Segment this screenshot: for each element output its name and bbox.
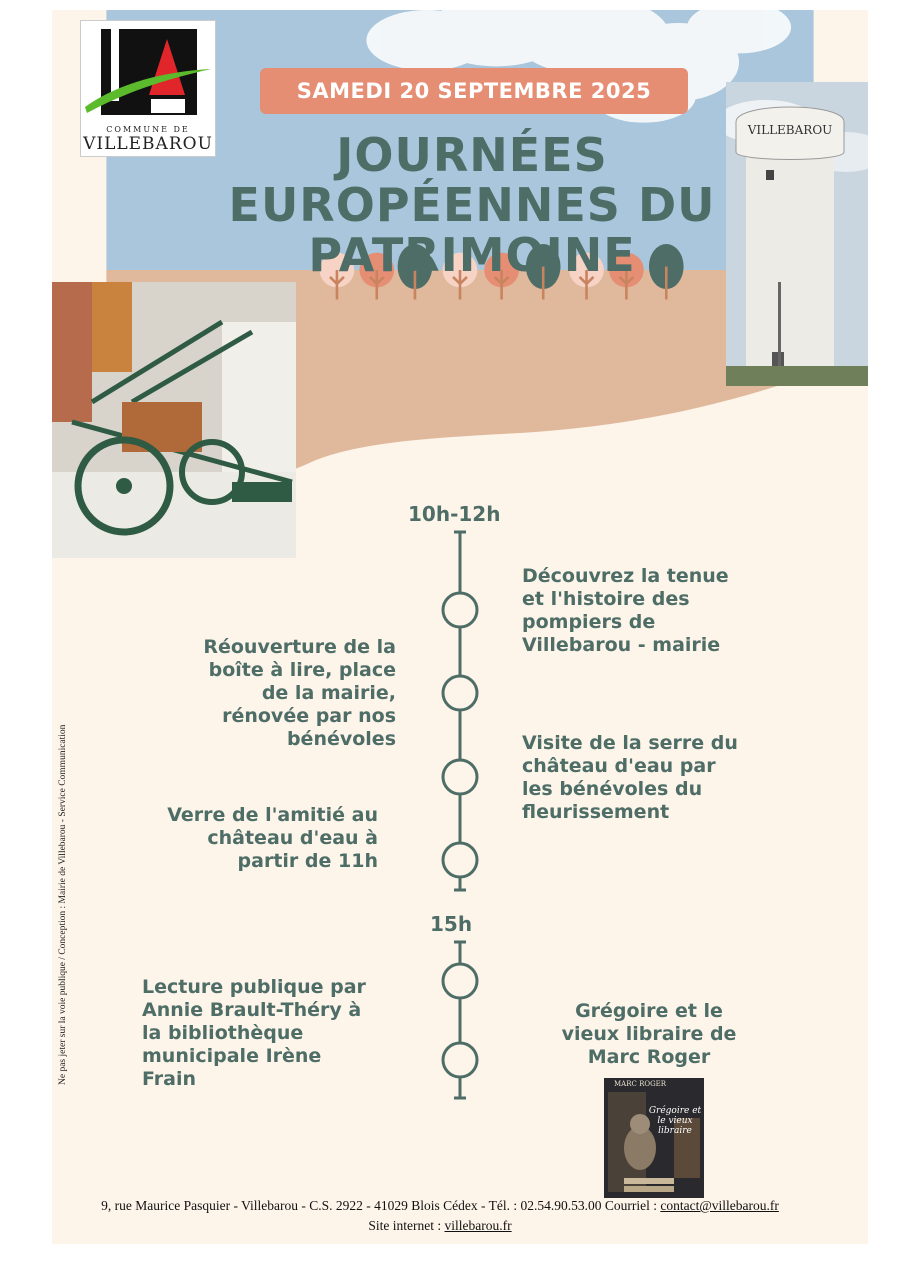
event-firefighters: Découvrez la tenue et l'histoire des pompiers de Villebarou - mairie bbox=[522, 565, 729, 656]
title-line-1: JOURNÉES bbox=[336, 128, 608, 182]
legal-side-note: Ne pas jeter sur la voie publique / Conception : Mairie de Villebarou - Service Communication bbox=[58, 724, 68, 1085]
book-cover-title: Grégoire et le vieux libraire bbox=[648, 1106, 702, 1136]
book-author: MARC ROGER bbox=[614, 1080, 667, 1088]
timeline-node bbox=[443, 593, 477, 627]
footer-address: 9, rue Maurice Pasquier - Villebarou - C.S. 2922 - 41029 Blois Cédex - Tél. : 02.54.90.53.00 Courriel : bbox=[101, 1198, 661, 1213]
footer-site-label: Site internet : bbox=[368, 1218, 445, 1233]
event-friendship-drink: Verre de l'amitié au château d'eau à partir de 11h bbox=[167, 804, 378, 872]
footer-site-line bbox=[40, 1216, 840, 1236]
afternoon-time: 15h bbox=[430, 912, 473, 936]
logo-subtitle: COMMUNE DE bbox=[106, 125, 190, 134]
title-line-3: PATRIMOINE bbox=[308, 228, 636, 282]
morning-time: 10h-12h bbox=[408, 502, 501, 526]
title-line-2: EUROPÉENNES DU bbox=[228, 178, 716, 232]
timeline-node bbox=[443, 676, 477, 710]
event-public-reading: Lecture publique par Annie Brault-Théry à la bibliothèque municipale Irène Frain bbox=[142, 976, 366, 1090]
footer-website-link[interactable]: villebarou.fr bbox=[444, 1218, 512, 1233]
timeline-node bbox=[443, 760, 477, 794]
timeline-node bbox=[443, 964, 477, 998]
logo-name: VILLEBAROU bbox=[83, 134, 213, 154]
footer-email-link[interactable]: contact@villebarou.fr bbox=[660, 1198, 779, 1213]
tower-inscription: VILLEBAROU bbox=[747, 123, 833, 137]
timeline-node bbox=[443, 843, 477, 877]
event-book-box: Réouverture de la boîte à lire, place de la mairie, rénovée par nos bénévoles bbox=[203, 636, 396, 750]
footer-contact-line bbox=[40, 1196, 840, 1216]
poster bbox=[52, 10, 868, 1244]
event-date-banner: SAMEDI 20 SEPTEMBRE 2025 bbox=[260, 68, 688, 114]
book-cover bbox=[604, 1078, 704, 1198]
event-greenhouse: Visite de la serre du château d'eau par les bénévoles du fleurissement bbox=[522, 732, 738, 823]
timeline-node bbox=[443, 1043, 477, 1077]
event-book-title: Grégoire et le vieux libraire de Marc Roger bbox=[561, 1000, 737, 1068]
footer bbox=[40, 1196, 840, 1236]
